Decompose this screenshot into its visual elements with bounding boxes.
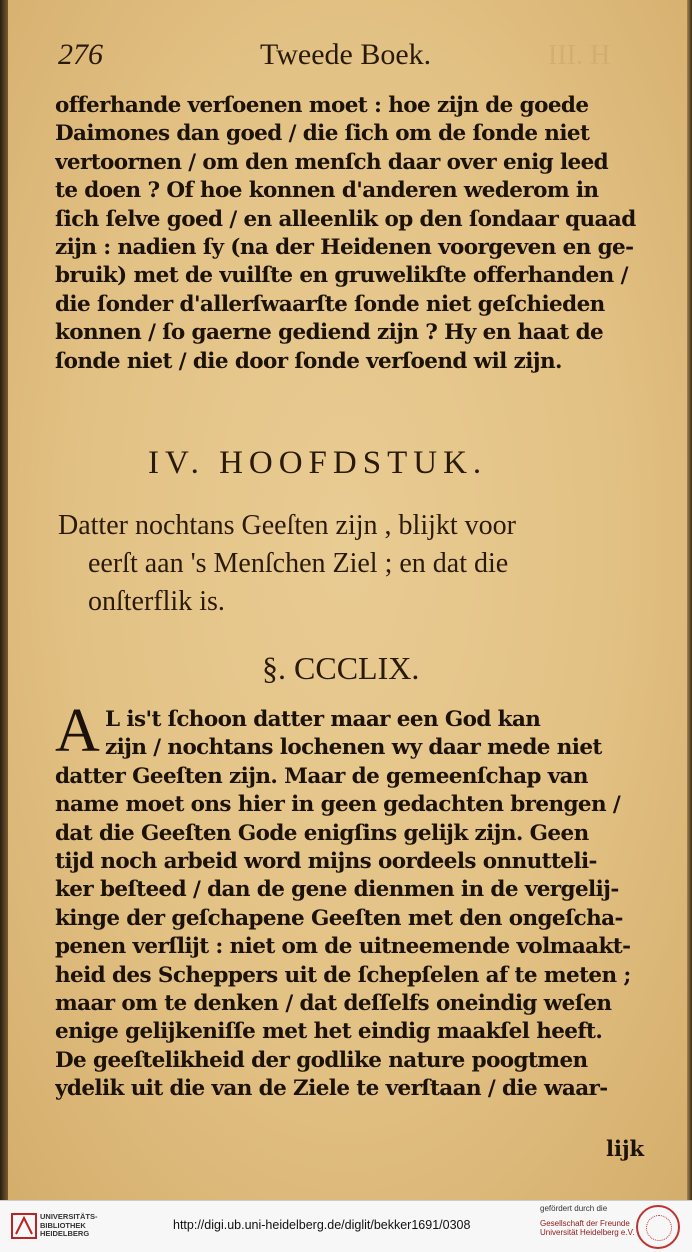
line-text: vertoornen / om den menſch daar over enig leed: [55, 149, 609, 175]
line-text: kinge der geſchapene Geeſten met den ongeſcha-: [55, 905, 623, 931]
text-line: [55, 933, 660, 961]
permalink-url[interactable]: http://digi.ub.uni-heidelberg.de/diglit/bekker1691/0308: [173, 1218, 471, 1232]
text-line: [55, 92, 660, 120]
text-line: [55, 763, 660, 791]
line-text: ker beſteed / dan de gene dienmen in de vergelij-: [55, 877, 619, 903]
text-line: [55, 1047, 660, 1075]
section-paragraph: [55, 706, 660, 1103]
library-name-line: BIBLIOTHEK: [40, 1220, 86, 1230]
library-name: [40, 1213, 98, 1239]
line-text: dat die Geeſten Gode enigſins gelijk zijn. Geen: [55, 820, 589, 846]
summary-line: Datter nochtans Geeſten zijn , blijkt voor: [58, 510, 516, 541]
bleed-through-text: III. H: [548, 40, 611, 71]
line-text: ſich ſelve goed / en alleenlik op den ſondaar quaad: [55, 206, 636, 232]
university-seal-icon: [636, 1205, 680, 1249]
text-line: [55, 791, 660, 819]
line-text: L is't ſchoon datter maar een God kan: [105, 707, 541, 732]
text-line: [55, 990, 660, 1018]
text-line: [55, 177, 660, 205]
line-text: heid des Scheppers uit de ſchepſelen af te meten ;: [55, 962, 631, 988]
line-text: zijn / nochtans lochenen wy daar mede niet: [105, 735, 602, 761]
line-text: te doen ? Of hoe konnen d'anderen wederom in: [55, 178, 599, 204]
text-line: [55, 706, 660, 734]
line-text: name moet ons hier in geen gedachten brengen /: [55, 792, 621, 818]
line-text: offerhande verſoenen moet : hoe zijn de goede: [55, 93, 589, 118]
text-line: [55, 820, 660, 848]
line-text: tijd noch arbeid word mijns oordeels onnutteli-: [55, 848, 597, 874]
library-name-line: UNIVERSITÄTS-: [40, 1212, 98, 1221]
section-number: §. CCCLIX.: [262, 650, 420, 686]
funded-by-label: gefördert durch die: [540, 1204, 608, 1213]
university-library-logo-icon: [10, 1210, 38, 1242]
sponsor-name-line: Gesellschaft der Freunde: [540, 1219, 630, 1228]
text-line: [55, 348, 660, 376]
line-text: zijn : nadien ſy (na der Heidenen voorgeven en ge-: [55, 234, 634, 260]
text-line: [55, 962, 660, 990]
line-text: ſonde niet / die door ſonde verſoend wil zijn.: [55, 348, 562, 374]
line-text: konnen / ſo gaerne gediend zijn ? Hy en haat de: [55, 320, 604, 346]
text-line: [55, 291, 660, 319]
text-line: [55, 876, 660, 904]
paragraph-continued: [55, 92, 660, 376]
running-title: Tweede Boek.: [260, 38, 432, 71]
summary-line: onſterflik is.: [88, 586, 225, 617]
line-text: enige gelijkeniſſe met het eindig maakſel heeft.: [55, 1019, 603, 1045]
text-line: [55, 149, 660, 177]
line-text: De geeſtelikheid der godlike nature poogtmen: [55, 1047, 588, 1073]
text-line: [55, 234, 660, 262]
text-line: [55, 206, 660, 234]
line-text: penen verſlijt : niet om de uitneemende volmaakt-: [55, 934, 631, 960]
chapter-heading: IV. HOOFDSTUK.: [148, 445, 488, 481]
text-line: [55, 120, 660, 148]
viewer-footer: [0, 1200, 692, 1252]
text-line: [55, 1075, 660, 1103]
text-line: [55, 262, 660, 290]
sponsor-name-line: Universität Heidelberg e.V.: [540, 1228, 635, 1237]
running-head: [58, 38, 658, 78]
text-line: [55, 1018, 660, 1046]
text-line: [55, 734, 660, 762]
summary-line: eerſt aan 's Menſchen Ziel ; en dat die: [88, 548, 509, 579]
line-text: maar om te denken / dat deſſelfs oneindig weſen: [55, 990, 612, 1016]
sponsor-name: [540, 1219, 634, 1237]
drop-cap: A: [55, 697, 100, 765]
chapter-summary: [58, 507, 658, 621]
line-text: Daimones dan goed / die ſich om de ſonde niet: [55, 121, 590, 147]
text-line: [55, 905, 660, 933]
line-text: die ſonder d'allerſwaarſte ſonde niet geſchieden: [55, 291, 605, 317]
text-line: [55, 319, 660, 347]
catchword: lijk: [606, 1136, 645, 1161]
text-line: [55, 848, 660, 876]
line-text: bruik) met de vuilſte en gruwelikſte offerhanden /: [55, 263, 628, 289]
library-name-line: HEIDELBERG: [40, 1229, 90, 1238]
page-number: 276: [58, 38, 103, 71]
line-text: ydelik uit die van de Ziele te verſtaan / die waar-: [55, 1076, 608, 1102]
line-text: datter Geeſten zijn. Maar de gemeenſchap van: [55, 763, 588, 789]
